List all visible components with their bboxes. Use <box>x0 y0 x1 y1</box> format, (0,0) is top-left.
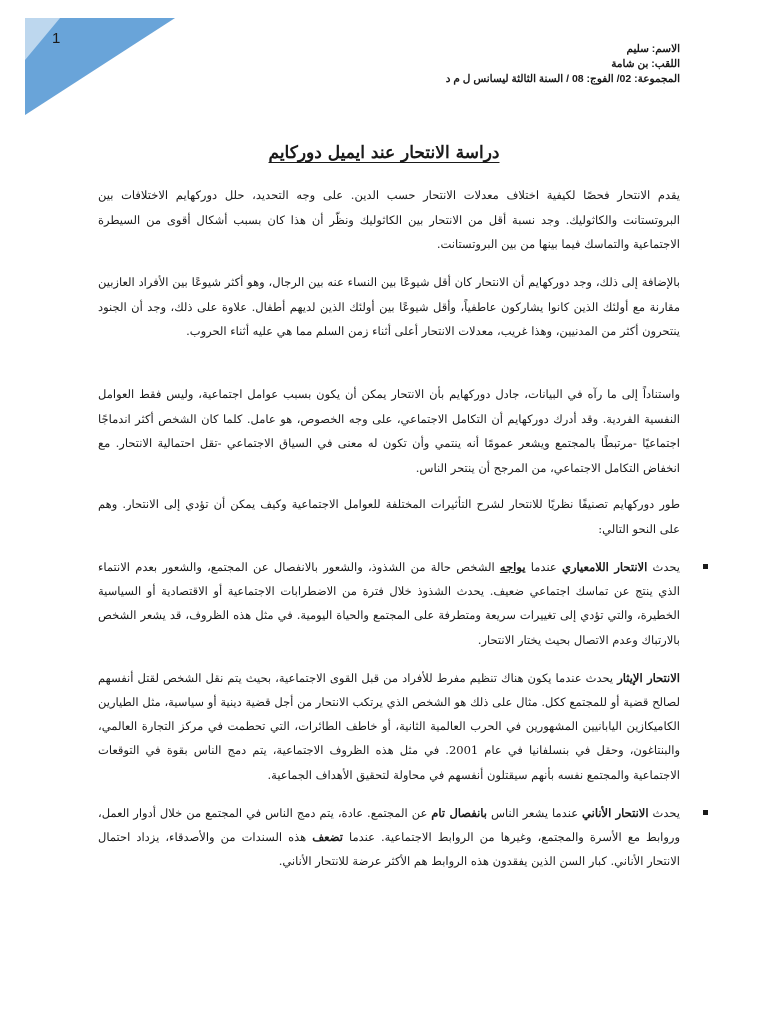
corner-decoration <box>0 0 260 130</box>
list-item-text: عندما <box>525 560 562 574</box>
list-item-text: عن المجتمع. عادة، يتم دمج الناس في المجتمع من خلال أدوار العمل، وروابط مع الأسرة والمجتمع، وغيرها من الروابط الاجتماعية. عندما <box>98 805 680 845</box>
list-item <box>98 666 680 787</box>
list-item-term: الانتحار الأناني <box>582 805 649 820</box>
student-info <box>446 42 680 87</box>
document-title-text: دراسة الانتحار عند ايميل دوركايم <box>268 143 500 163</box>
bullet-marker <box>703 564 708 569</box>
document-title <box>0 143 768 163</box>
paragraph: بالإضافة إلى ذلك، وجد دوركهايم أن الانتحار كان أقل شيوعًا بين النساء عنه بين الرجال، وهو أكثر شيوعًا بين الأفراد العازبين مقارنة مع أولئك الذين كانوا يشاركون عاطفياً، وأقل شيوعًا بين أولئك الذين لديهم أطفال. علاوة على ذلك، وجد أن الجنود ينتحرون أكثر من المدنيين، وهذا غريب، معدلات الانتحار أعلى أثناء زمن السلم مما هي عليه أثناء الحروب. <box>98 275 680 338</box>
list-item-text: الشخص حالة من الشذوذ، والشعور بالانفصال عن المجتمع، والشعور بعدم الانتماء الذي ينتج عن تماسك اجتماعي ضعيف. يحدث الشذوذ خلال فترة من الاضطرابات الاجتماعية أو الاقتصادية أو السياسية الخطيرة، والتي تؤدي إلى تغييرات سريعة ومتطرفة على المجتمع والحياة اليومية. في مثل هذه الظروف، قد يشعر الشخص بالارتباك وعدم الاتصال بحيث يختار الانتحار. <box>98 560 680 647</box>
list-item <box>98 555 680 652</box>
list-item-text: يحدث عندما يكون هناك تنظيم مفرط للأفراد من قبل القوى الاجتماعية، بحيث يتم نقل الشخص لقتل أنفسهم لصالح قضية أو للمجتمع ككل. مثال على ذلك هو الشخص الذي يرتكب الانتحار من أجل قضية دينية أو سياسية، مثل الطيارين الكاميكازين اليابانيين المشهورين في الحرب العالمية الثانية، أو خاطف الطائرات، التي تحطمت في مركز التجارة العالمي، والبنتاغون، وحقل في بنسلفانيا في عام 2001. في مثل هذه الظروف الاجتماعية، يتم دمج الناس بقوة في التوقعات الاجتماعية والمجتمع نفسه بأنهم سيقتلون أنفسهم في محاولة لتحقيق الأهداف الجماعية. <box>98 670 680 782</box>
page-number: 1 <box>52 30 61 47</box>
bullet-marker <box>703 810 708 815</box>
student-name: الاسم: سليم <box>626 43 680 55</box>
list-item-prefix: يحدث <box>647 560 680 574</box>
paragraph: يقدم الانتحار فحصًا لكيفية اختلاف معدلات الانتحار حسب الدين. على وجه التحديد، حلل دوركهايم الاختلافات بين البروتستانت والكاثوليك. وجد نسبة أقل من الانتحار بين الكاثوليك ونظّر أن هذا كان بسبب أشكال أقوى من السيطرة الاجتماعية والتماسك فيما بينها من بين البروتستانت. <box>98 188 680 251</box>
list-item-text: هذه السندات من والأصدقاء، يزداد احتمال الانتحار الأناني. كبار السن الذين يفقدون هذه الروابط هم الأكثر عرضة للانتحار الأناني. <box>98 830 680 869</box>
student-surname: اللقب: بن شامة <box>611 58 680 70</box>
list-item-prefix: يحدث <box>648 805 680 820</box>
list-item-term: تضعف <box>312 830 343 845</box>
paragraph: طور دوركهايم تصنيفًا نظريًا للانتحار لشرح التأثيرات المختلفة للعوامل الاجتماعية وكيف يمكن أن تؤدي إلى الانتحار. وهم على النحو التالي: <box>98 497 680 536</box>
list-item-underlined: يواجه <box>499 560 526 574</box>
paragraph: واستناداً إلى ما رآه في البيانات، جادل دوركهايم بأن الانتحار يمكن أن يكون بسبب عوامل اجتماعية، وليس فقط العوامل النفسية الفردية. وقد أدرك دوركهايم أن التكامل الاجتماعي، على وجه الخصوص، هو عامل. كلما كان الشخص أكثر اندماجًا اجتماعيًا -مرتبطًا بالمجتمع ويشعر عمومًا أنه ينتمي وأن تكون له معنى في السياق الاجتماعي -تقل احتمالية الانتحار. مع انخفاض التكامل الاجتماعي، من المرجح أن ينتحر الناس. <box>98 387 680 475</box>
list-item-term: الانتحار الإيثار <box>617 670 680 685</box>
list-item <box>98 801 680 874</box>
list-item-term: بانفصال تام <box>431 805 488 820</box>
student-group: المجموعة: 02/ الفوج: 08 / السنة الثالثة ليسانس ل م د <box>445 73 680 85</box>
list-item-text: عندما يشعر الناس <box>487 805 583 820</box>
list-item-term: الانتحار اللامعياري <box>562 560 648 574</box>
suicide-types-list <box>98 555 680 887</box>
